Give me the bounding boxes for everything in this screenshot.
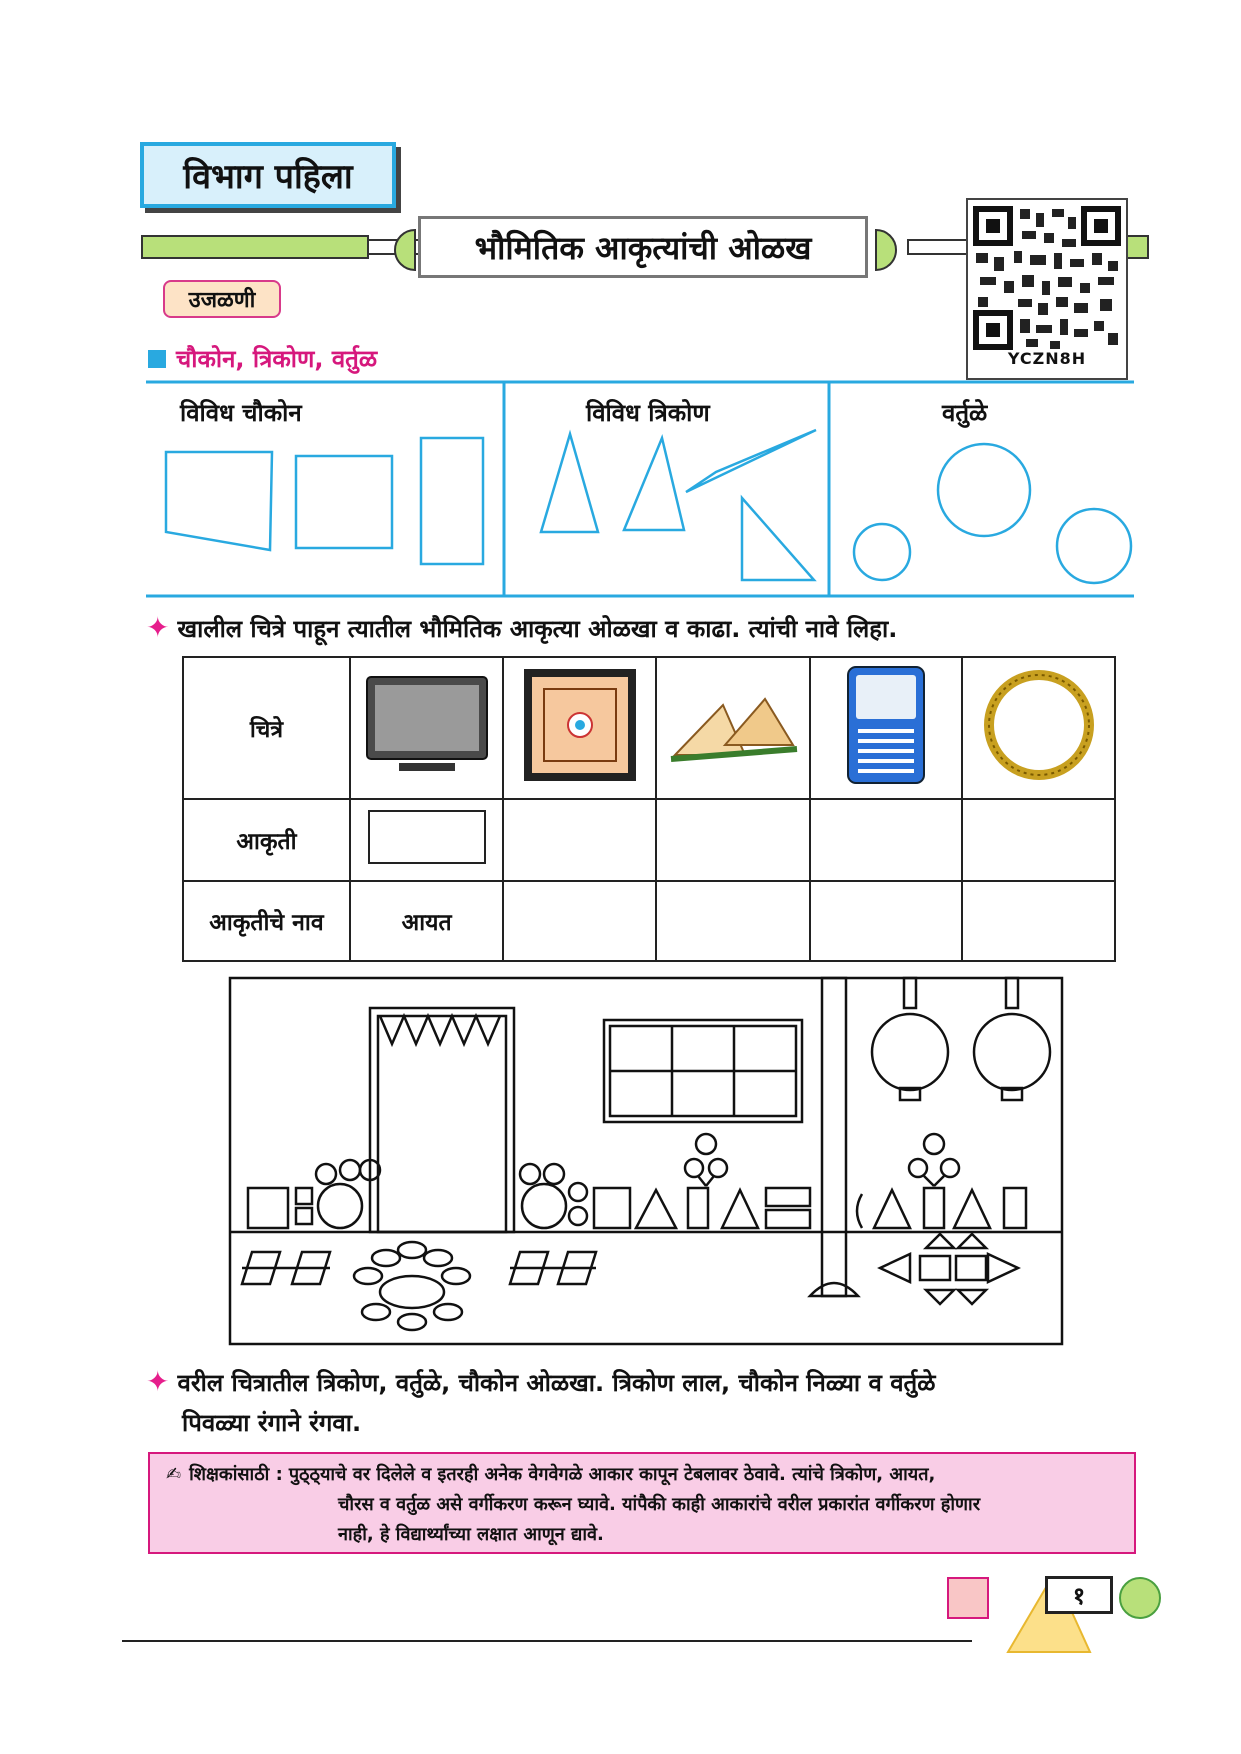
green-circle-icon xyxy=(1120,1578,1160,1618)
activity2-instruction: ✦ वरील चित्रातील त्रिकोण, वर्तुळे, चौकोन ओळखा. त्रिकोण लाल, चौकोन निळ्या व वर्तुळे पिवळ्या रंगाने रंगवा. xyxy=(146,1365,936,1437)
chapter-title: भौमितिक आकृत्यांची ओळख xyxy=(418,216,868,278)
qr-code-icon xyxy=(970,203,1124,353)
section-label: विभाग पहिला xyxy=(140,142,396,208)
answer-name-cell[interactable] xyxy=(503,881,656,961)
subheading-text: चौकोन, त्रिकोण, वर्तुळ xyxy=(176,345,378,373)
example-shape-cell xyxy=(350,799,503,881)
trapezium-shape xyxy=(166,452,272,550)
carrom-picture-cell xyxy=(503,657,656,799)
sandwich-icon xyxy=(665,675,801,775)
qr-code[interactable] xyxy=(966,198,1128,380)
answer-name-cell[interactable] xyxy=(810,881,962,961)
rectangle-answer-shape xyxy=(365,807,489,867)
shapes-subheading xyxy=(148,342,377,375)
circles-label: वर्तुळे xyxy=(942,399,988,427)
activity1-instruction: ✦ खालील चित्रे पाहून त्यातील भौमितिक आकृत्या ओळखा व काढा. त्यांची नावे लिहा. xyxy=(146,611,898,644)
square-shape xyxy=(296,456,392,548)
phone-picture-cell xyxy=(810,657,962,799)
answer-name-cell[interactable] xyxy=(656,881,809,961)
bangle-icon xyxy=(979,665,1099,785)
star-bullet-icon: ✦ xyxy=(146,611,170,644)
blue-square-bullet-icon xyxy=(148,350,166,368)
row-header-shape-name: आकृतीचे नाव xyxy=(183,881,350,961)
television-icon xyxy=(359,671,495,779)
example-answer-cell: आयत xyxy=(350,881,503,961)
triangles-label: विविध त्रिकोण xyxy=(586,399,710,427)
answer-shape-cell[interactable] xyxy=(810,799,962,881)
page-number: १ xyxy=(1045,1576,1113,1614)
pencil-hand-icon: ✍ xyxy=(166,1464,182,1485)
star-bullet-icon: ✦ xyxy=(146,1365,170,1398)
mobile-phone-icon xyxy=(836,663,936,787)
quadrilaterals-label: विविध चौकोन xyxy=(180,399,302,427)
rectangle-shape xyxy=(421,438,483,564)
teacher-note: ✍ शिक्षकांसाठी : पुठ्ठ्याचे वर दिलेले व इतरही अनेक वेगवेगळे आकार कापून टेबलावर ठेवावे. त्यांचे त्रिकोण, आयत, चौरस व वर्तुळ असे वर्गीकरण करून घ्यावे. यांपैकी काही आकारांचे वरील प्रकारांत वर्गीकरण होणार नाही, हे विद्यार्थ्यांच्या लक्षात आणून द्यावे. xyxy=(148,1452,1136,1554)
answer-shape-cell[interactable] xyxy=(656,799,809,881)
circle-shape-small xyxy=(854,524,910,580)
triangle-shape-1 xyxy=(541,434,598,532)
carrom-board-icon xyxy=(520,665,640,785)
pink-square-icon xyxy=(948,1578,988,1618)
circle-shape-large xyxy=(938,444,1030,536)
answer-shape-cell[interactable] xyxy=(503,799,656,881)
row-header-shape: आकृती xyxy=(183,799,350,881)
circle-shape-medium xyxy=(1057,509,1131,583)
revision-tag: उजळणी xyxy=(163,280,281,318)
shape-identification-table xyxy=(182,656,1116,962)
bangle-picture-cell xyxy=(962,657,1115,799)
house-scene-illustration[interactable] xyxy=(228,976,1064,1348)
tv-picture-cell xyxy=(350,657,503,799)
answer-shape-cell[interactable] xyxy=(962,799,1115,881)
answer-name-cell[interactable] xyxy=(962,881,1115,961)
sandwich-picture-cell xyxy=(656,657,809,799)
teacher-note-label: शिक्षकांसाठी : xyxy=(189,1464,283,1485)
qr-code-text: YCZN8H xyxy=(1007,349,1087,368)
row-header-pictures: चित्रे xyxy=(183,657,350,799)
footer-rule xyxy=(122,1640,972,1642)
triangle-shape-4 xyxy=(742,498,814,580)
triangle-shape-2 xyxy=(624,438,684,530)
triangle-shape-3 xyxy=(686,430,816,492)
